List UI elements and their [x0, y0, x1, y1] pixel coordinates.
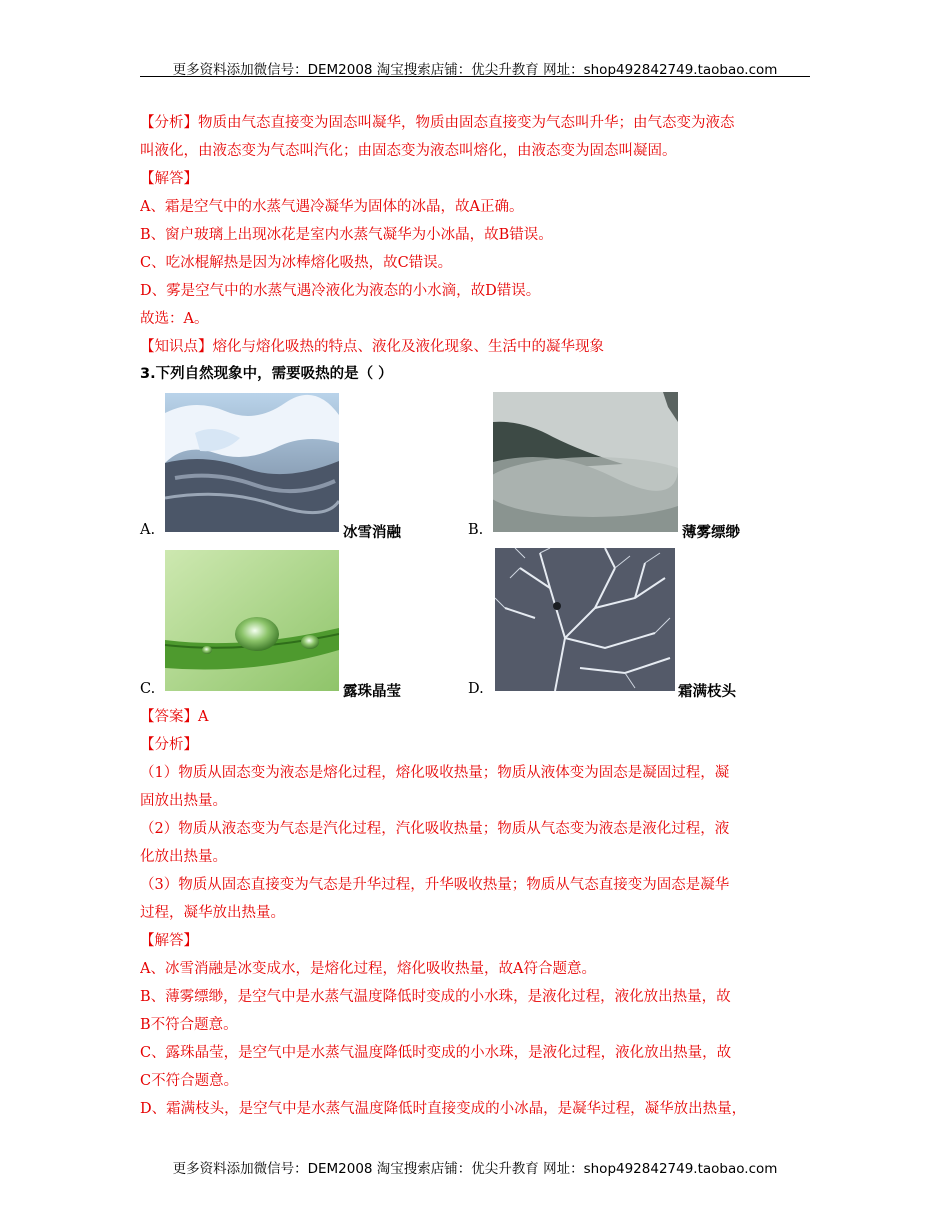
analysis-line-6: 过程，凝华放出热量。	[140, 905, 285, 921]
solution-d-line-1: D、霜满枝头，是空气中是水蒸气温度降低时直接变成的小冰晶，是凝华过程，凝华放出热量，	[140, 1101, 747, 1117]
prev-solution-a: A、霜是空气中的水蒸气遇冷凝华为固体的冰晶，故A正确。	[140, 199, 524, 215]
page-header: 更多资料添加微信号：DEM2008 淘宝搜索店铺：优尖升教育 网址：shop492842749.taobao.com	[172, 62, 778, 78]
analysis-line-1: （1）物质从固态变为液态是熔化过程，熔化吸收热量；物质从液体变为固态是凝固过程，凝	[140, 765, 730, 781]
melting-snow-photo	[165, 393, 339, 532]
prev-solution-d: D、雾是空气中的水蒸气遇冷液化为液态的小水滴，故D错误。	[140, 283, 541, 299]
prev-solution-b: B、窗户玻璃上出现冰花是室内水蒸气凝华为小冰晶，故B错误。	[140, 227, 553, 243]
dewdrop-leaf-photo	[165, 550, 339, 691]
option-c-letter: C.	[140, 681, 156, 697]
page-footer: 更多资料添加微信号：DEM2008 淘宝搜索店铺：优尖升教育 网址：shop492842749.taobao.com	[172, 1161, 778, 1177]
analysis-line-3: （2）物质从液态变为气态是汽化过程，汽化吸收热量；物质从气态变为液态是液化过程，液	[140, 821, 730, 837]
answer-line: 【答案】A	[140, 709, 209, 725]
analysis-heading: 【分析】	[140, 737, 198, 753]
mist-mountain-photo	[493, 392, 678, 532]
analysis-line-2: 固放出热量。	[140, 793, 227, 809]
prev-choice: 故选：A。	[140, 311, 209, 327]
analysis-line-4: 化放出热量。	[140, 849, 227, 865]
analysis-line-5: （3）物质从固态直接变为气态是升华过程，升华吸收热量；物质从气态直接变为固态是凝华	[140, 877, 730, 893]
prev-answer-heading: 【解答】	[140, 171, 198, 187]
frost-branch-photo	[495, 548, 675, 691]
option-c-caption: 露珠晶莹	[343, 684, 401, 700]
solution-b-line-2: B不符合题意。	[140, 1017, 238, 1033]
solution-c-line-1: C、露珠晶莹，是空气中是水蒸气温度降低时变成的小水珠，是液化过程，液化放出热量，故	[140, 1045, 732, 1061]
prev-analysis-line-1: 【分析】物质由气态直接变为固态叫凝华，物质由固态直接变为气态叫升华；由气态变为液态	[140, 115, 735, 131]
option-d-letter: D.	[468, 681, 484, 697]
prev-solution-c: C、吃冰棍解热是因为冰棒熔化吸热，故C错误。	[140, 255, 453, 271]
header-divider	[140, 76, 810, 77]
option-a-letter: A.	[140, 522, 156, 538]
option-d-caption: 霜满枝头	[678, 684, 736, 700]
option-a-caption: 冰雪消融	[343, 525, 401, 541]
prev-analysis-line-2: 叫液化，由液态变为气态叫汽化；由固态变为液态叫熔化，由液态变为固态叫凝固。	[140, 143, 677, 159]
option-b-letter: B.	[468, 522, 484, 538]
prev-knowledge-points: 【知识点】熔化与熔化吸热的特点、液化及液化现象、生活中的凝华现象	[140, 339, 604, 355]
question-3-stem: 3.下列自然现象中，需要吸热的是（ ）	[140, 366, 393, 382]
solution-heading: 【解答】	[140, 933, 198, 949]
solution-a: A、冰雪消融是冰变成水，是熔化过程，熔化吸收热量，故A符合题意。	[140, 961, 596, 977]
solution-c-line-2: C不符合题意。	[140, 1073, 239, 1089]
solution-b-line-1: B、薄雾缥缈，是空气中是水蒸气温度降低时变成的小水珠，是液化过程，液化放出热量，故	[140, 989, 731, 1005]
option-b-caption: 薄雾缥缈	[682, 525, 740, 541]
